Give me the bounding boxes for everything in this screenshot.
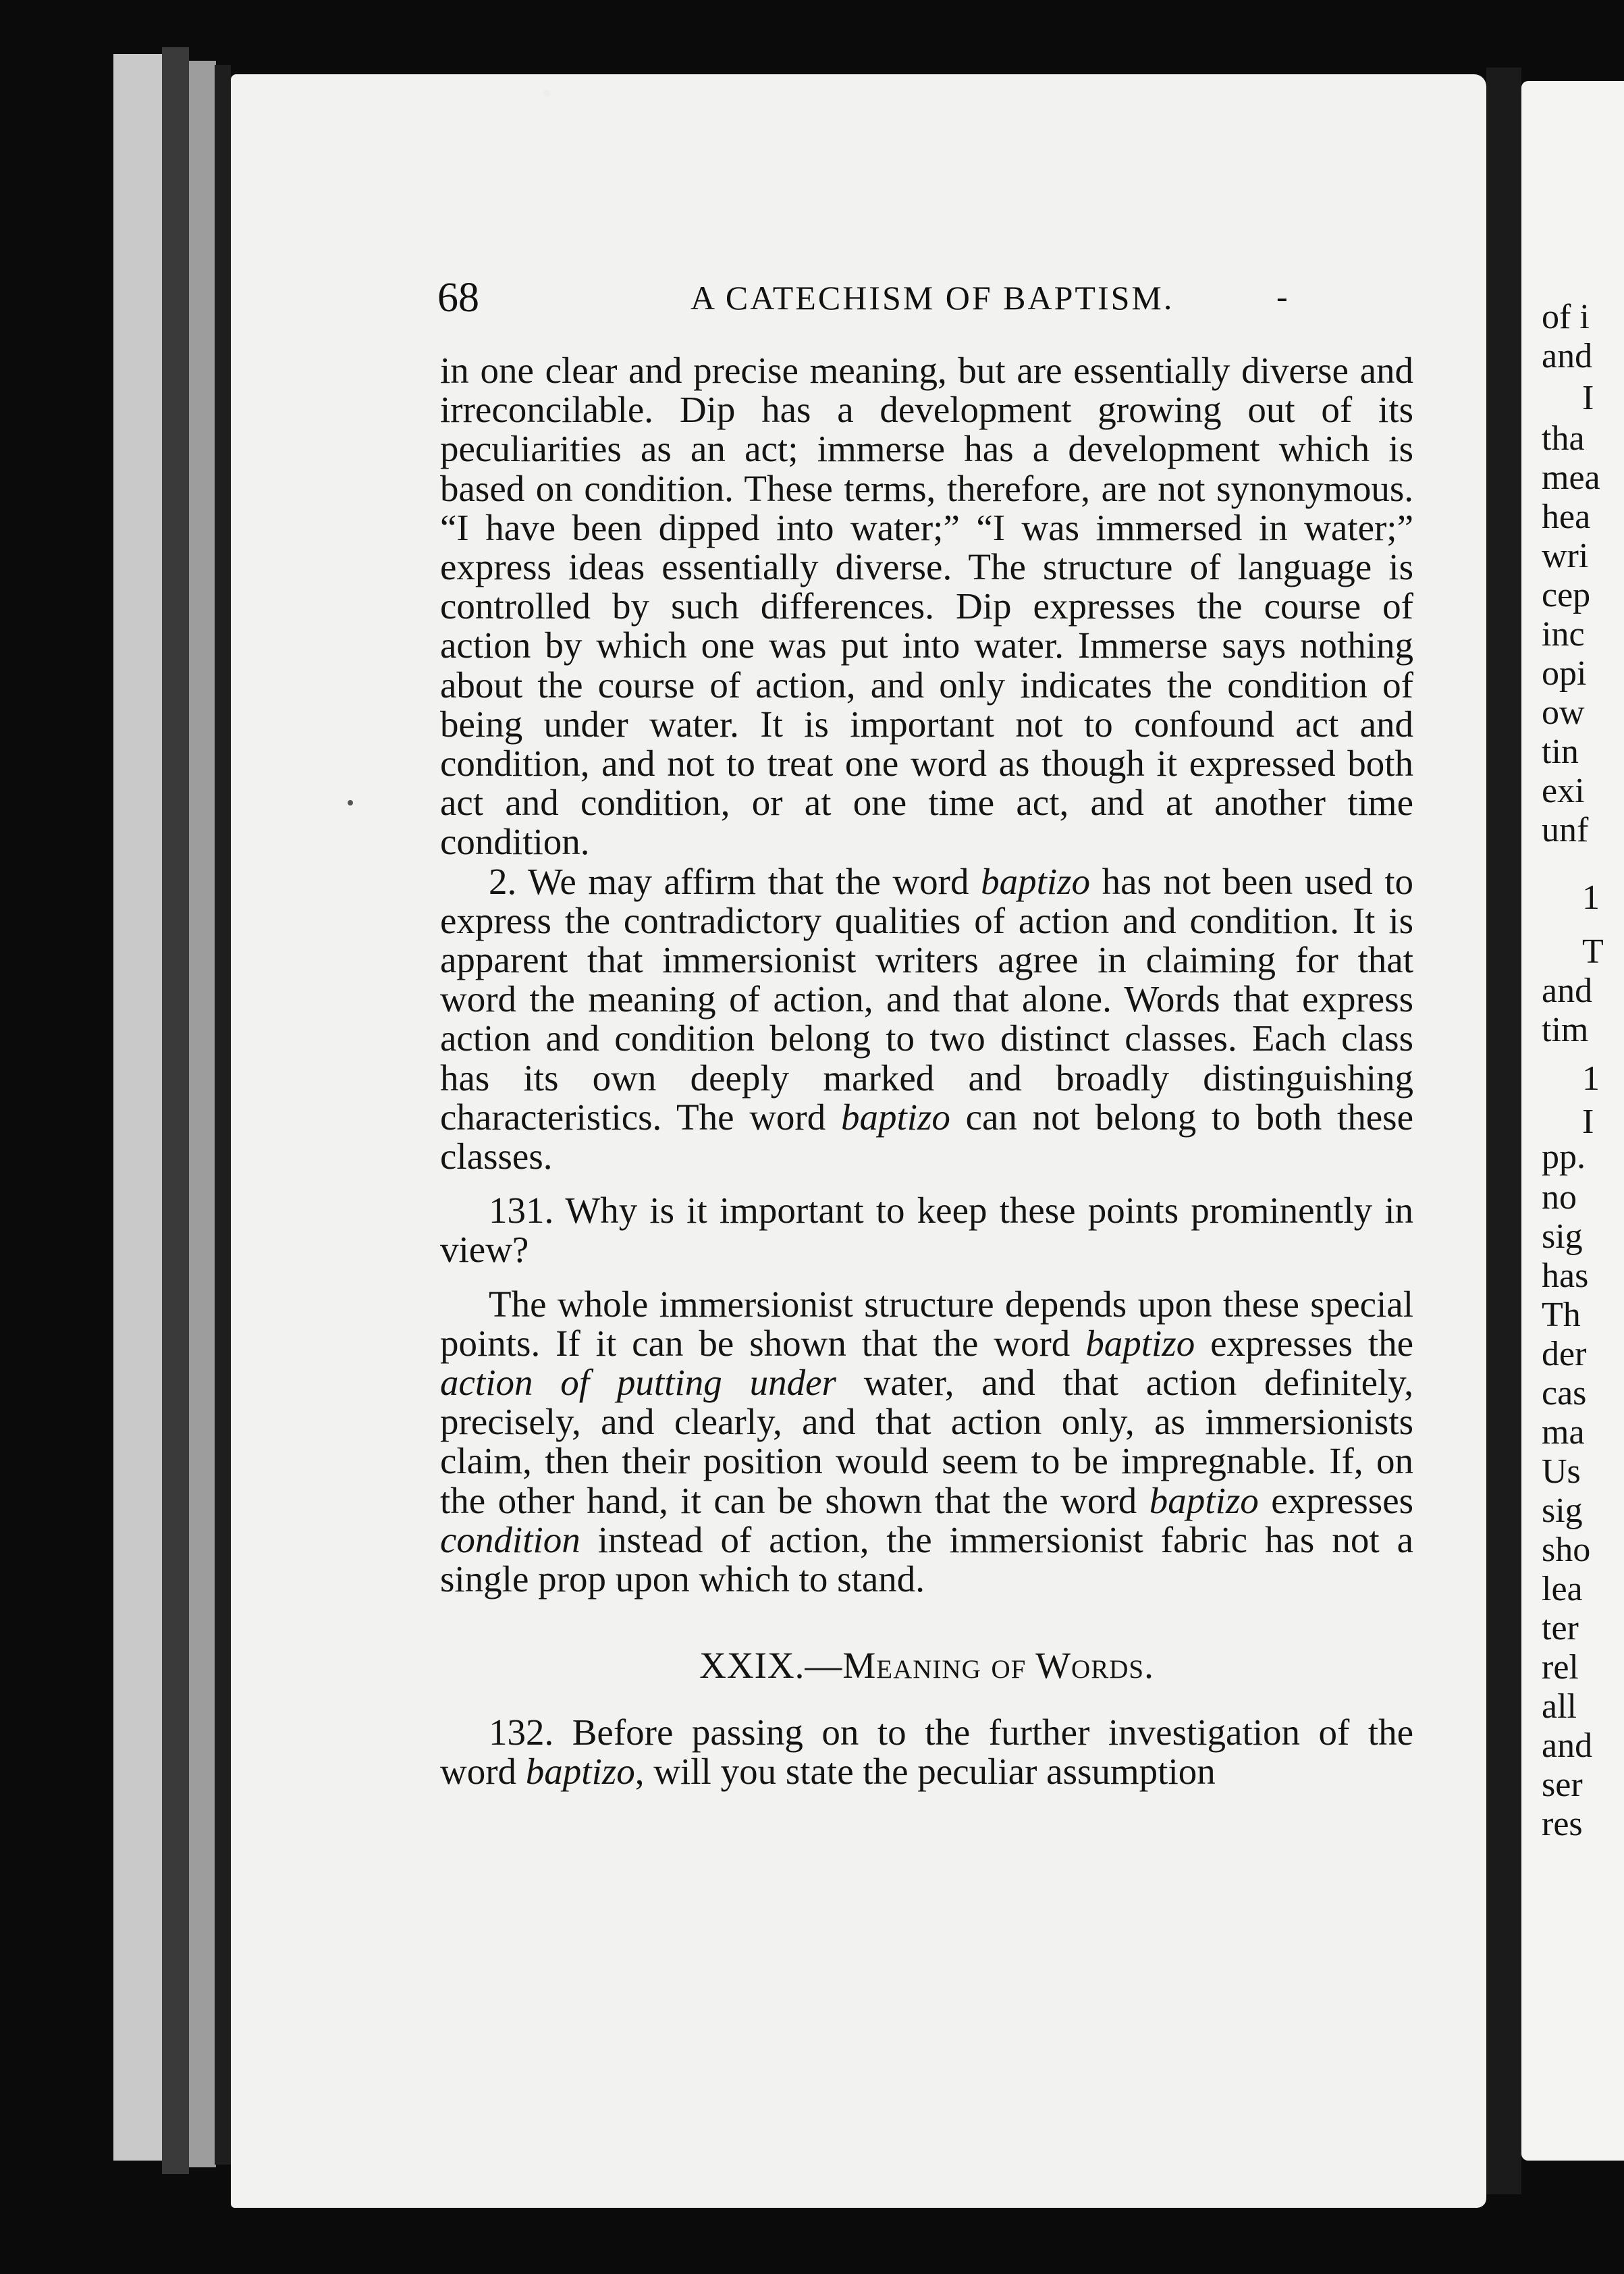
facing-page-line: I (1582, 379, 1594, 417)
dust-speck (348, 800, 353, 805)
facing-page-line: and (1542, 337, 1593, 375)
facing-page-line: ter (1542, 1609, 1579, 1647)
facing-page-line: opi (1542, 654, 1587, 693)
book-edge-inner (215, 65, 231, 2165)
book-edge-left (113, 54, 162, 2161)
paragraph-continuation: in one clear and precise meaning, but are essentially diverse and irreconcilable. Dip has a development growing out of its peculiarities as an act; immerse has a development which is based on condition. These terms, therefore, are not synonymous. “I have been dipped into water;” “I was immersed in water;” express ideas essentially diverse. The structure of language is controlled by such differences. Dip expresses the course of action by which one was put into water. Immerse says nothing about the course of action, and only indicates the condition of being under water. It is important not to confound act and condition, and not to treat one word as though it expressed both act and condition, or at one time act, and at another time condition. (440, 350, 1413, 863)
dust-speck (543, 90, 550, 97)
facing-page-line: sig (1542, 1491, 1583, 1530)
facing-page-line: unf (1542, 811, 1589, 849)
question-131: 131. Why is it important to keep these points prominently in view? (440, 1190, 1413, 1271)
facing-page-line: all (1542, 1687, 1577, 1726)
facing-page-line: res (1542, 1805, 1583, 1843)
facing-page-line: and (1542, 1726, 1593, 1765)
facing-page-line: 1 (1582, 1059, 1600, 1098)
book-gutter (1486, 68, 1521, 2194)
facing-page-line: hea (1542, 498, 1591, 536)
facing-page-line: I (1582, 1103, 1594, 1141)
facing-page-line: T (1582, 932, 1604, 971)
facing-page-line: 1 (1582, 878, 1600, 917)
running-head-dash: - (1276, 277, 1288, 315)
facing-page-line: no (1542, 1178, 1577, 1217)
paragraph-point-2: 2. We may affirm that the word baptizo has not been used to express the contradictory qualities of action and condition. It is apparent that immersionist writers agree in claiming for that word the meaning of action, and that alone. Words that express action and condition belong to two distinct classes. Each class has its own deeply marked and broadly distinguishing characteristics. The word baptizo can not belong to both these classes. (440, 860, 1414, 1178)
facing-page-line: pp. (1542, 1138, 1586, 1176)
facing-page-line: rel (1542, 1648, 1579, 1687)
book-edge-pages (189, 61, 216, 2167)
facing-page-line: and (1542, 972, 1593, 1010)
book-edge-shadow (162, 47, 189, 2174)
page-body (440, 351, 1413, 1791)
facing-page-line: of i (1542, 298, 1590, 336)
facing-page-line: inc (1542, 615, 1585, 654)
facing-page-line: sho (1542, 1531, 1591, 1569)
facing-page-line: der (1542, 1335, 1587, 1373)
section-heading: XXIX.—Meaning of Words. (699, 1645, 1154, 1687)
facing-page-line: exi (1542, 772, 1585, 810)
facing-page-line: ow (1542, 693, 1585, 732)
right-page-fragment (1521, 81, 1624, 2161)
facing-page-line: wri (1542, 537, 1589, 575)
facing-page-line: ser (1542, 1766, 1583, 1804)
facing-page-line: lea (1542, 1570, 1583, 1608)
facing-page-line: sig (1542, 1217, 1583, 1256)
facing-page-line: tin (1542, 733, 1579, 771)
answer-131: The whole immersionist structure depends upon these special points. If it can be shown that the word baptizo expresses the action of putting under water, and that action definitely, precisely, and clearly, and that action only, as immersionists claim, then their position would seem to be impregnable. If, on the other hand, it can be shown that the word baptizo expresses condition instead of action, the immersionist fabric has not a single prop upon which to stand. (440, 1283, 1414, 1600)
facing-page-line: cas (1542, 1374, 1587, 1412)
facing-page-line: mea (1542, 458, 1600, 497)
facing-page-line: tim (1542, 1011, 1589, 1049)
facing-page-line: ma (1542, 1413, 1585, 1452)
facing-page-line: Th (1542, 1296, 1581, 1334)
facing-page-line: has (1542, 1257, 1589, 1295)
facing-page-line: Us (1542, 1452, 1581, 1491)
running-head (437, 270, 1295, 324)
page-number: 68 (437, 275, 479, 321)
question-132: 132. Before passing on to the further investigation of the word baptizo, will you state the peculiar assumption (440, 1711, 1413, 1792)
running-title: A CATECHISM OF BAPTISM. (691, 279, 1174, 317)
facing-page-line: tha (1542, 419, 1585, 458)
facing-page-line: cep (1542, 576, 1591, 614)
